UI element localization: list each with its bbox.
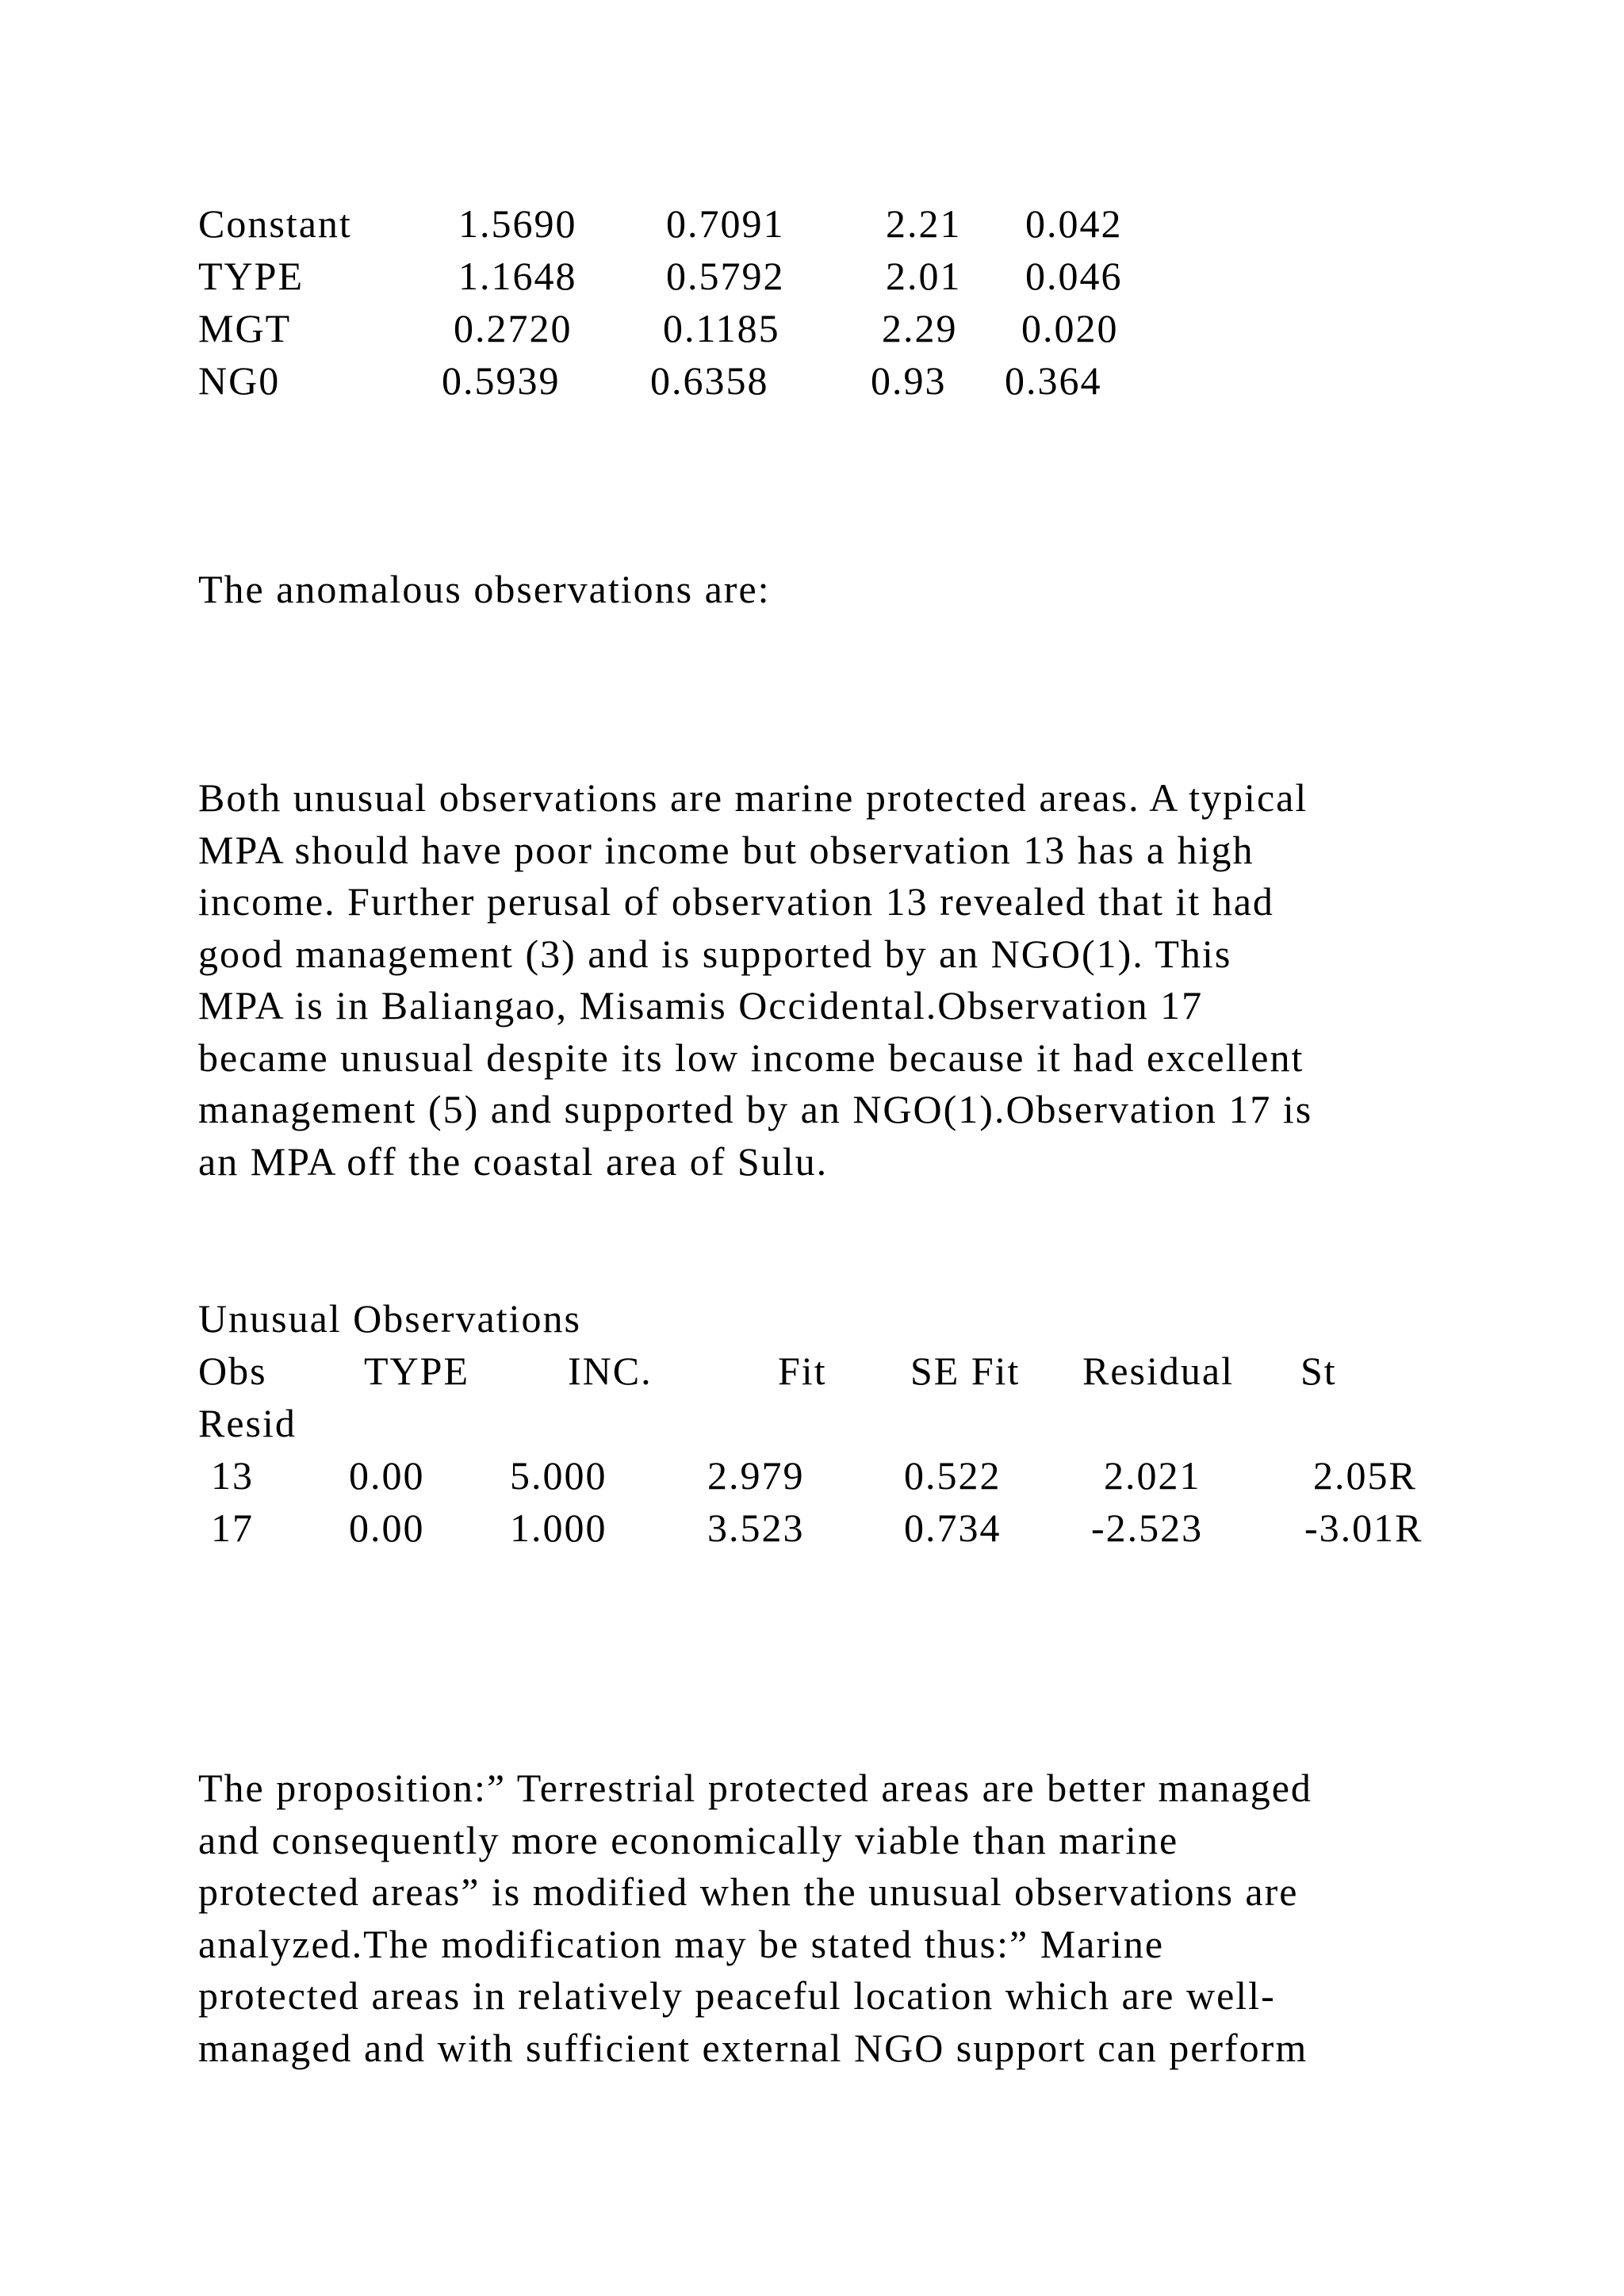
header-resid-wrap: Resid: [198, 1401, 297, 1445]
coef-value: 1.5690: [458, 201, 577, 246]
paragraph-line: protected areas in relatively peaceful location which are well-: [198, 1973, 1276, 2018]
paragraph-line: income. Further perusal of observation 13 revealed that it had: [198, 879, 1274, 924]
coef-name: MGT: [198, 306, 292, 350]
coef-t: 2.29: [882, 306, 958, 350]
paragraph-proposition: [198, 1762, 1312, 2074]
coef-t: 2.01: [886, 254, 962, 298]
header-fit: Fit: [778, 1349, 827, 1393]
cell-type: 0.00: [349, 1453, 425, 1498]
paragraph-unusual-explanation: [198, 772, 1312, 1188]
header-inc: INC.: [568, 1349, 653, 1393]
anomalous-heading: The anomalous observations are:: [198, 567, 771, 611]
header-obs: Obs: [198, 1349, 267, 1393]
header-residual: Residual: [1082, 1349, 1234, 1393]
paragraph-line: good management (3) and is supported by an NGO(1). This: [198, 931, 1232, 976]
paragraph-line: managed and with sufficient external NGO support can perform: [198, 2025, 1308, 2070]
cell-residual: 2.021: [1104, 1453, 1201, 1498]
cell-fit: 3.523: [707, 1506, 805, 1550]
cell-residual: -2.523: [1091, 1506, 1204, 1550]
coef-p: 0.046: [1025, 254, 1123, 298]
coef-se: 0.6358: [650, 358, 769, 403]
cell-type: 0.00: [349, 1506, 425, 1550]
paragraph-line: MPA is in Baliangao, Misamis Occidental.Observation 17: [198, 983, 1204, 1027]
cell-st-resid: 2.05R: [1313, 1453, 1417, 1498]
table-title: Unusual Observations: [198, 1296, 581, 1341]
paragraph-line: MPA should have poor income but observation 13 has a high: [198, 827, 1254, 872]
header-se-fit: SE Fit: [910, 1349, 1021, 1393]
coef-value: 0.5939: [442, 358, 561, 403]
paragraph-line: management (5) and supported by an NGO(1).Observation 17 is: [198, 1087, 1313, 1131]
coef-se: 0.5792: [666, 254, 785, 298]
cell-obs: 13: [211, 1453, 254, 1498]
cell-se-fit: 0.522: [904, 1453, 1002, 1498]
header-st: St: [1300, 1349, 1337, 1393]
coef-value: 0.2720: [454, 306, 573, 350]
coef-se: 0.1185: [663, 306, 780, 350]
coef-se: 0.7091: [666, 201, 785, 246]
coef-name: Constant: [198, 201, 352, 246]
paragraph-line: analyzed.The modification may be stated thus:” Marine: [198, 1921, 1165, 1966]
header-type: TYPE: [364, 1349, 469, 1393]
cell-obs: 17: [211, 1506, 254, 1550]
cell-inc: 5.000: [510, 1453, 607, 1498]
cell-fit: 2.979: [707, 1453, 805, 1498]
cell-st-resid: -3.01R: [1304, 1506, 1423, 1550]
coef-name: TYPE: [198, 254, 304, 298]
coef-t: 0.93: [871, 358, 947, 403]
cell-inc: 1.000: [510, 1506, 607, 1550]
paragraph-line: an MPA off the coastal area of Sulu.: [198, 1138, 829, 1184]
paragraph-line: Both unusual observations are marine protected areas. A typical: [198, 775, 1308, 820]
paragraph-line: The proposition:” Terrestrial protected areas are better managed: [198, 1766, 1312, 1810]
paragraph-line: protected areas” is modified when the unusual observations are: [198, 1869, 1299, 1914]
paragraph-line: and consequently more economically viable than marine: [198, 1817, 1179, 1862]
cell-se-fit: 0.734: [904, 1506, 1002, 1550]
coef-p: 0.042: [1025, 201, 1123, 246]
coef-p: 0.020: [1021, 306, 1119, 350]
coef-name: NG0: [198, 358, 281, 403]
paragraph-line: became unusual despite its low income because it had excellent: [198, 1035, 1304, 1080]
coef-value: 1.1648: [458, 254, 577, 298]
coef-t: 2.21: [886, 201, 962, 246]
coef-p: 0.364: [1005, 358, 1102, 403]
